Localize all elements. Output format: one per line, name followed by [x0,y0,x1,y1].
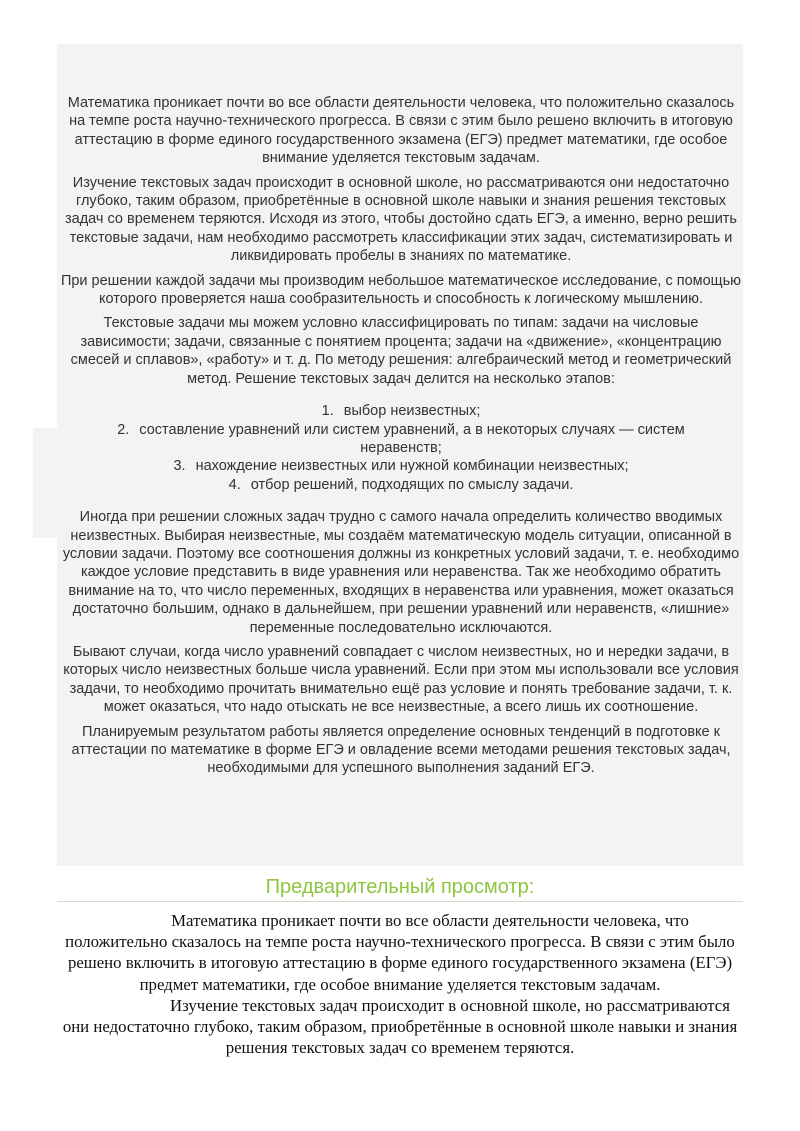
list-item-text: выбор неизвестных; [343,403,481,420]
list-item-text: отбор решений, подходящих по смыслу задачи. [250,476,574,493]
list-item-text: нахождение неизвестных или нужной комбинации неизвестных; [195,458,629,475]
preview-title: Предварительный просмотр: [265,876,535,898]
preview-paragraph-text: Изучение текстовых задач происходит в основной школе, но рассматриваются они недостаточно глубоко, таким образом, приобретённые в основной школе навыки и знания решения текстовых задач со временем теряются. [62,995,738,1058]
list-number: 1. [321,403,334,420]
paragraph: При решении каждой задачи мы производим небольшое математическое исследование, с помощью которого проверяется наша сообразительность и способность к логическому мышлению. [60,272,742,308]
paragraph: Бывают случаи, когда число уравнений совпадает с числом неизвестных, но и нередки задачи, в которых число неизвестных больше числа уравнений. Если при этом мы использовали все условия задачи, то необходимо прочитать внимательно ещё раз условие и понять требование задачи, т. к. может оказаться, что надо отыскать не все неизвестные, а всего лишь их соотношение. [63,643,739,716]
preview-paragraph [60,910,740,995]
list-number: 3. [173,458,186,475]
list-item [58,457,744,475]
list-item [58,476,744,494]
paragraph: Изучение текстовых задач происходит в основной школе, но рассматриваются они недостаточно глубоко, таким образом, приобретённые в основной школе навыки и знания решения текстовых задач со временем теряются. Исходя из этого, чтобы достойно сдать ЕГЭ, а именно, верно решить текстовые задачи, нам необходимо рассмотреть классификации этих задач, систематизировать и ликвидировать пробелы в знаниях по математике. [64,174,737,265]
list-item-text: составление уравнений или систем уравнений, а в некоторых случаях — систем неравенств; [139,421,685,456]
preview-paragraph-text: Математика проникает почти во все области деятельности человека, что положительно сказалось на темпе роста научно-технического прогресса. В связи с этим было решено включить в итоговую аттестацию в форме единого государственного экзамена (ЕГЭ) предмет математики, где особое внимание уделяется текстовым задачам. [65,911,735,994]
list-item [58,402,744,420]
panel-edge [33,428,58,538]
list-number: 2. [117,421,130,438]
steps-list [58,402,744,494]
preview-content [60,910,740,1058]
document-content [58,94,744,784]
paragraph: Математика проникает почти во все области деятельности человека, что положительно сказалось на темпе роста научно-технического прогресса. В связи с этим было решено включить в итоговую аттестацию в форме единого государственного экзамена (ЕГЭ) предмет математики, где особое внимание уделяется текстовым задачам. [67,95,735,167]
preview-paragraph [60,995,740,1059]
paragraph: Иногда при решении сложных задач трудно с самого начала определить количество вводимых неизвестных. Выбирая неизвестные, мы создаём математическую модель ситуации, описанной в условии задачи. Поэтому все соотношения должны из конкретных условий задачи, т. е. необходимо каждое условие представить в виде уравнения или неравенства. Так же необходимо обратить внимание на то, что число переменных, входящих в неравенства или уравнения, может оказаться достаточно большим, однако в дальнейшем, при решении уравнений или неравенств, «лишние» переменные последовательно исключаются. [62,509,740,636]
paragraph: Планируемым результатом работы является определение основных тенденций в подготовке к аттестации по математике в форме ЕГЭ и овладение всеми методами решения текстовых задач, необходимыми для успешного выполнения заданий ЕГЭ. [71,723,731,777]
list-number: 4. [228,476,241,493]
paragraph: Текстовые задачи мы можем условно классифицировать по типам: задачи на числовые зависимости; задачи, связанные с понятием процента; задачи на «движение», «концентрацию смесей и сплавов», «работу» и т. д. По методу решения: алгебраический метод и геометрический метод. Решение текстовых задач делится на несколько этапов: [70,315,732,387]
list-item [58,421,744,458]
divider [57,901,743,902]
